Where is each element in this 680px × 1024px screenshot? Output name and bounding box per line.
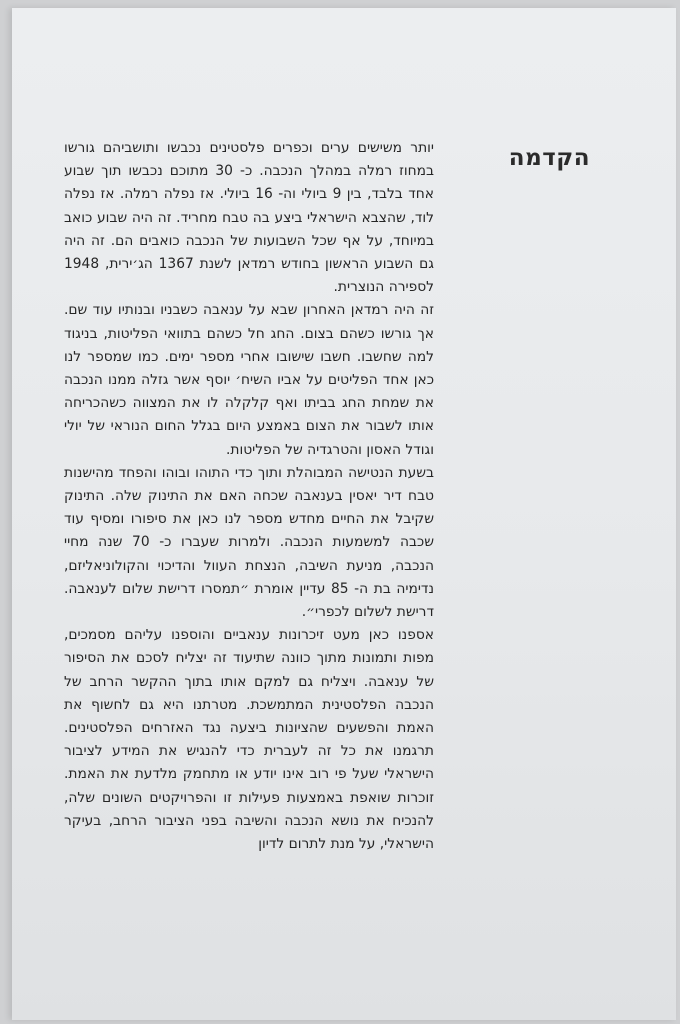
page-heading: הקדמה <box>508 145 590 171</box>
paragraph: זה היה רמדאן האחרון שבא על ענאבה כשבניו ובנותיו עוד שם. אך גורשו כשהם בצום. החג חל כשהם בתוואי הפליטות, בניגוד למה שחשבו. חשבו שישובו אחרי מספר ימים. כמו שמספר לנו כאן אחד הפליטים על אביו השיח׳ יוסף אשר גזלה ממנו הנכבה את שמחת החג בביתו ואף קלקלה לו את המצווה כשהכריחה אותו לשבור את הצום באמצע היום בגלל החום הנוראי של יולי וגודל האסון והטרגדיה של הפליטות. <box>64 302 434 458</box>
introduction-text <box>64 137 434 856</box>
paragraph: יותר משישים ערים וכפרים פלסטינים נכבשו ותושביהם גורשו במחוז רמלה במהלך הנכבה. כ- 30 מתוכם נכבשו תוך שבוע אחד בלבד, בין 9 ביולי וה- 16 ביולי. אז נפלה רמלה. אז נפלה לוד, שהצבא הישראלי ביצע בה טבח מחריד. זה היה שבוע כואב במיוחד, על אף שכל השבועות של הנכבה כואבים הם. זה היה גם השבוע הראשון בחודש רמדאן לשנת 1367 הג׳ירית, 1948 לספירה הנוצרית. <box>64 140 435 296</box>
book-page <box>12 8 676 1020</box>
paragraph: בשעת הנטישה המבוהלת ותוך כדי התוהו ובוהו והפחד מהישנות טבח דיר יאסין בענאבה שכחה האם את התינוק שלה. התינוק שקיבל את החיים מחדש מספר לנו כאן את סיפורו ומסיף עוד שכבה למשמעות הנכבה. ולמרות שעברו כ- 70 שנה מחיי הנכבה, מניעת השיבה, הנצחת העוול והדיכוי והקולוניאליזם, נדימיה בת ה- 85 עדיין אומרת ״תמסרו דרישת שלום לענאבה. דרישת לשלום לכפרי״. <box>64 464 435 621</box>
paragraph: אספנו כאן מעט זיכרונות ענאביים והוספנו עליהם מסמכים, מפות ותמונות מתוך כוונה שתיעוד זה יצליח לסכם את הסיפור של ענאבה. ויצליח גם למקם אותו בתוך ההקשר הרחב של הנכבה הפלסטינית המתמשכת. מטרתנו היא גם לחשוף את האמת והפשעים שהציונות ביצעה נגד האזרחים הפלסטינים. תרגמנו את כל זה לעברית כדי להנגיש את המידע לציבור הישראלי שעל פי רוב אינו יודע או מתחמק מלדעת את האמת. זוכרות שואפת באמצעות פעילות זו והפרויקטים השונים שלה, להנכיח את נושא הנכבה והשיבה בפני הציבור הרחב, בעיקר הישראלי, על מנת לתרום לדיון <box>64 627 434 853</box>
